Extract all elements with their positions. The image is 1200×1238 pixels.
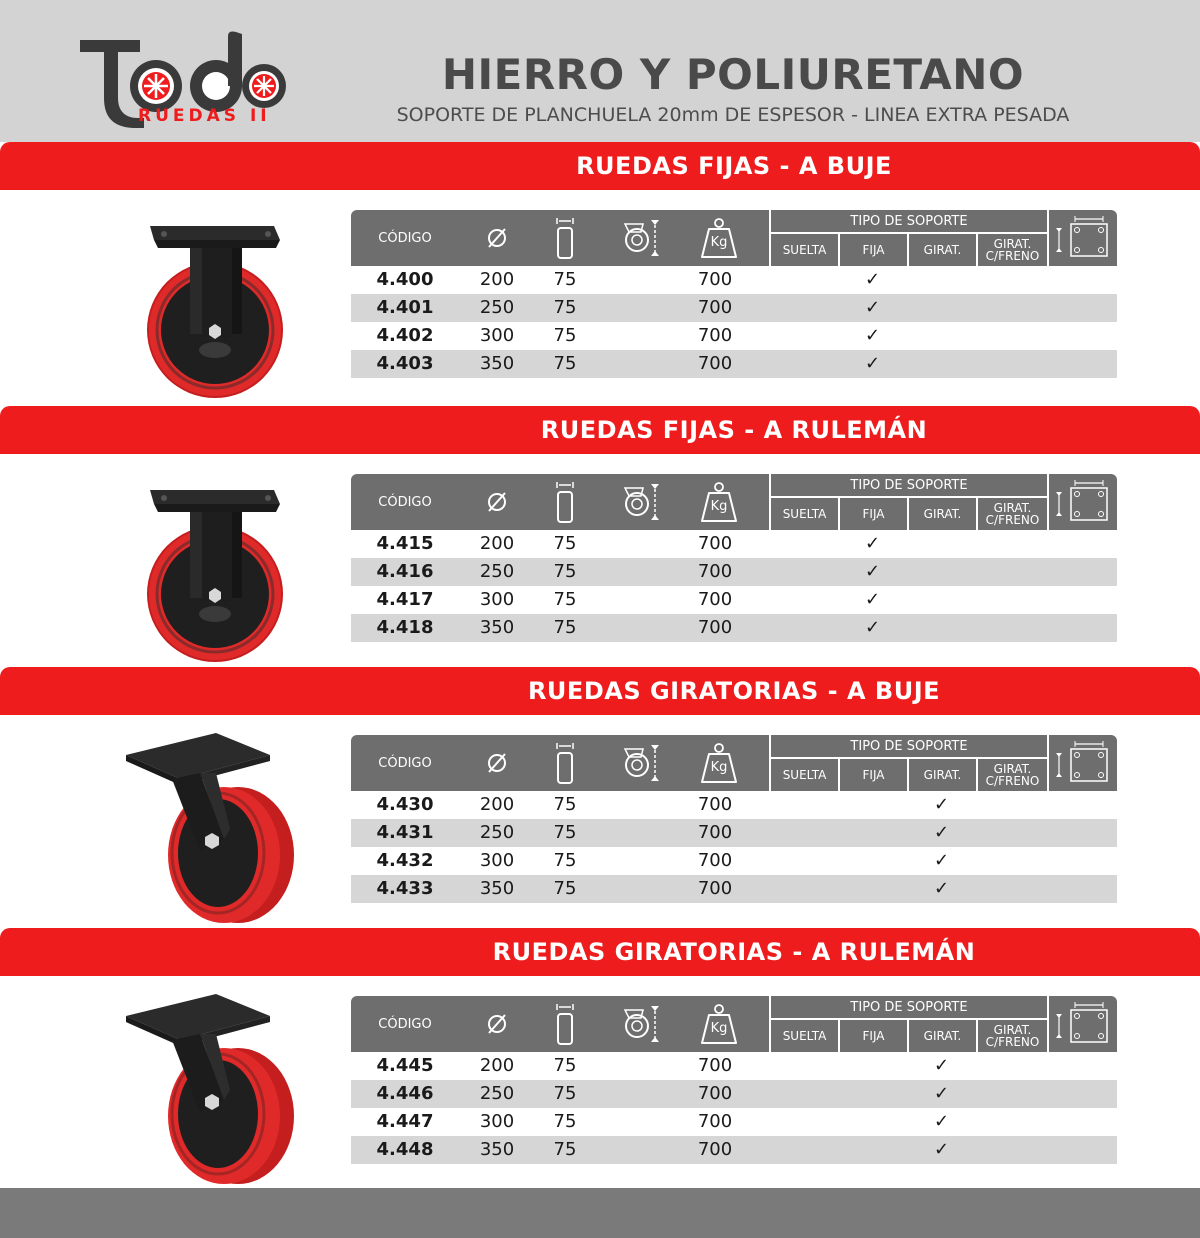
cell-load: 700 [697, 533, 733, 554]
cell-check: ✓ [864, 617, 881, 638]
table-row [351, 586, 1117, 614]
table-header [351, 474, 1117, 530]
page-footer [0, 1188, 1200, 1238]
cell-check: ✓ [933, 1139, 950, 1160]
diameter-icon [459, 996, 535, 1052]
table-row [351, 1108, 1117, 1136]
cell-diameter: 200 [479, 533, 515, 554]
section-title: RUEDAS FIJAS - A BUJE [576, 152, 892, 180]
width-icon [535, 210, 595, 266]
col-girat-freno-line1: GIRAT. [993, 1023, 1032, 1037]
cell-check: ✓ [933, 794, 950, 815]
fixed-caster-image [120, 468, 300, 662]
tipo-soporte-group [769, 474, 1047, 530]
cell-diameter: 250 [479, 561, 515, 582]
col-girat-freno-line1: GIRAT. [993, 237, 1032, 251]
cell-width: 75 [553, 353, 577, 374]
cell-code: 4.433 [376, 878, 434, 899]
tipo-soporte-title: TIPO DE SOPORTE [769, 474, 1047, 498]
cell-diameter: 350 [479, 353, 515, 374]
cell-load: 700 [697, 353, 733, 374]
tipo-soporte-title: TIPO DE SOPORTE [769, 735, 1047, 759]
swivel-caster-image [120, 729, 300, 923]
table-row [351, 1136, 1117, 1164]
section-band [0, 667, 1200, 715]
section-band [0, 142, 1200, 190]
col-fija: FIJA [838, 234, 907, 266]
section-title: RUEDAS GIRATORIAS - A BUJE [527, 677, 941, 705]
cell-code: 4.401 [376, 297, 434, 318]
table-row [351, 558, 1117, 586]
col-girat: GIRAT. [907, 234, 976, 266]
cell-check: ✓ [933, 1111, 950, 1132]
cell-width: 75 [553, 533, 577, 554]
cell-diameter: 350 [479, 1139, 515, 1160]
col-girat-freno [976, 759, 1047, 791]
weight-label: Kg [710, 1021, 728, 1036]
table-header [351, 996, 1117, 1052]
col-suelta: SUELTA [769, 759, 838, 791]
weight-icon [689, 474, 749, 530]
cell-load: 700 [697, 297, 733, 318]
section-band [0, 928, 1200, 976]
height-icon [611, 735, 671, 791]
cell-code: 4.448 [376, 1139, 434, 1160]
cell-check: ✓ [864, 325, 881, 346]
cell-check: ✓ [864, 353, 881, 374]
cell-diameter: 250 [479, 822, 515, 843]
cell-diameter: 250 [479, 297, 515, 318]
height-icon [611, 996, 671, 1052]
col-suelta: SUELTA [769, 234, 838, 266]
cell-check: ✓ [864, 533, 881, 554]
cell-load: 700 [697, 617, 733, 638]
col-suelta: SUELTA [769, 498, 838, 530]
table-row [351, 1052, 1117, 1080]
cell-load: 700 [697, 878, 733, 899]
cell-diameter: 300 [479, 850, 515, 871]
table-header [351, 210, 1117, 266]
weight-icon [689, 996, 749, 1052]
cell-code: 4.400 [376, 269, 434, 290]
cell-width: 75 [553, 617, 577, 638]
page-subtitle: SOPORTE DE PLANCHUELA 20mm DE ESPESOR - LINEA EXTRA PESADA [396, 104, 1070, 126]
width-icon [535, 474, 595, 530]
cell-check: ✓ [933, 1055, 950, 1076]
plate-icon [1047, 996, 1117, 1052]
table-row [351, 530, 1117, 558]
plate-icon [1047, 210, 1117, 266]
logo-subtext: RUEDAS II [138, 106, 271, 126]
cell-load: 700 [697, 850, 733, 871]
cell-code: 4.418 [376, 617, 434, 638]
cell-code: 4.403 [376, 353, 434, 374]
tipo-soporte-title: TIPO DE SOPORTE [769, 996, 1047, 1020]
cell-code: 4.417 [376, 589, 434, 610]
col-fija: FIJA [838, 759, 907, 791]
spec-table [351, 210, 1117, 378]
table-row [351, 266, 1117, 294]
cell-diameter: 200 [479, 1055, 515, 1076]
tipo-soporte-group [769, 996, 1047, 1052]
table-row [351, 1080, 1117, 1108]
cell-load: 700 [697, 1083, 733, 1104]
tipo-soporte-group [769, 210, 1047, 266]
plate-icon [1047, 735, 1117, 791]
caster-image [120, 990, 300, 1184]
cell-check: ✓ [933, 1083, 950, 1104]
col-fija: FIJA [838, 1020, 907, 1052]
cell-width: 75 [553, 1139, 577, 1160]
cell-code: 4.445 [376, 1055, 434, 1076]
cell-diameter: 250 [479, 1083, 515, 1104]
table-row [351, 294, 1117, 322]
caster-image [120, 729, 300, 923]
col-girat: GIRAT. [907, 498, 976, 530]
diameter-icon [459, 474, 535, 530]
cell-code: 4.430 [376, 794, 434, 815]
cell-width: 75 [553, 822, 577, 843]
cell-width: 75 [553, 325, 577, 346]
tipo-soporte-title: TIPO DE SOPORTE [769, 210, 1047, 234]
table-header [351, 735, 1117, 791]
section-title: RUEDAS FIJAS - A RULEMÁN [540, 416, 928, 444]
weight-icon [689, 210, 749, 266]
cell-check: ✓ [933, 878, 950, 899]
col-suelta: SUELTA [769, 1020, 838, 1052]
col-girat-freno-line2: C/FRENO [985, 513, 1040, 527]
caster-image [120, 204, 300, 398]
page-title: HIERRO Y POLIURETANO [441, 50, 1025, 99]
table-row [351, 875, 1117, 903]
product-section [0, 928, 1200, 1190]
product-section [0, 406, 1200, 668]
cell-diameter: 300 [479, 589, 515, 610]
table-row [351, 847, 1117, 875]
height-icon [611, 474, 671, 530]
cell-load: 700 [697, 794, 733, 815]
col-girat-freno [976, 1020, 1047, 1052]
tipo-soporte-group [769, 735, 1047, 791]
width-icon [535, 735, 595, 791]
col-girat-freno [976, 234, 1047, 266]
section-band [0, 406, 1200, 454]
cell-diameter: 300 [479, 325, 515, 346]
plate-icon [1047, 474, 1117, 530]
cell-width: 75 [553, 269, 577, 290]
cell-code: 4.402 [376, 325, 434, 346]
cell-diameter: 350 [479, 617, 515, 638]
fixed-caster-image [120, 204, 300, 398]
cell-width: 75 [553, 794, 577, 815]
cell-check: ✓ [933, 850, 950, 871]
weight-icon [689, 735, 749, 791]
table-row [351, 614, 1117, 642]
weight-label: Kg [710, 499, 728, 514]
col-girat-freno-line1: GIRAT. [993, 501, 1032, 515]
table-row [351, 791, 1117, 819]
cell-load: 700 [697, 589, 733, 610]
col-codigo: CÓDIGO [378, 494, 432, 510]
height-icon [611, 210, 671, 266]
product-section [0, 142, 1200, 404]
col-fija: FIJA [838, 498, 907, 530]
product-section [0, 667, 1200, 929]
cell-load: 700 [697, 561, 733, 582]
col-codigo: CÓDIGO [378, 1016, 432, 1032]
cell-check: ✓ [864, 561, 881, 582]
spec-table [351, 474, 1117, 642]
cell-width: 75 [553, 561, 577, 582]
cell-code: 4.447 [376, 1111, 434, 1132]
cell-diameter: 300 [479, 1111, 515, 1132]
col-girat: GIRAT. [907, 759, 976, 791]
cell-diameter: 350 [479, 878, 515, 899]
col-girat-freno-line2: C/FRENO [985, 1035, 1040, 1049]
cell-diameter: 200 [479, 794, 515, 815]
cell-load: 700 [697, 269, 733, 290]
col-codigo: CÓDIGO [378, 230, 432, 246]
weight-label: Kg [710, 760, 728, 775]
cell-check: ✓ [864, 297, 881, 318]
cell-code: 4.432 [376, 850, 434, 871]
col-girat-freno [976, 498, 1047, 530]
cell-load: 700 [697, 1055, 733, 1076]
cell-diameter: 200 [479, 269, 515, 290]
cell-load: 700 [697, 325, 733, 346]
diameter-icon [459, 210, 535, 266]
cell-code: 4.446 [376, 1083, 434, 1104]
cell-load: 700 [697, 822, 733, 843]
cell-width: 75 [553, 1055, 577, 1076]
cell-code: 4.415 [376, 533, 434, 554]
cell-width: 75 [553, 297, 577, 318]
spec-table [351, 735, 1117, 903]
cell-code: 4.431 [376, 822, 434, 843]
table-row [351, 819, 1117, 847]
swivel-caster-image [120, 990, 300, 1184]
cell-load: 700 [697, 1139, 733, 1160]
cell-check: ✓ [864, 589, 881, 610]
col-girat: GIRAT. [907, 1020, 976, 1052]
cell-load: 700 [697, 1111, 733, 1132]
cell-code: 4.416 [376, 561, 434, 582]
col-girat-freno-line2: C/FRENO [985, 249, 1040, 263]
col-codigo: CÓDIGO [378, 755, 432, 771]
weight-label: Kg [710, 235, 728, 250]
section-title: RUEDAS GIRATORIAS - A RULEMÁN [492, 938, 976, 966]
cell-width: 75 [553, 878, 577, 899]
page-header [0, 0, 1200, 142]
table-row [351, 322, 1117, 350]
cell-width: 75 [553, 850, 577, 871]
table-row [351, 350, 1117, 378]
spec-table [351, 996, 1117, 1164]
col-girat-freno-line1: GIRAT. [993, 762, 1032, 776]
cell-width: 75 [553, 1111, 577, 1132]
cell-check: ✓ [933, 822, 950, 843]
cell-check: ✓ [864, 269, 881, 290]
cell-width: 75 [553, 1083, 577, 1104]
col-girat-freno-line2: C/FRENO [985, 774, 1040, 788]
cell-width: 75 [553, 589, 577, 610]
width-icon [535, 996, 595, 1052]
diameter-icon [459, 735, 535, 791]
caster-image [120, 468, 300, 662]
